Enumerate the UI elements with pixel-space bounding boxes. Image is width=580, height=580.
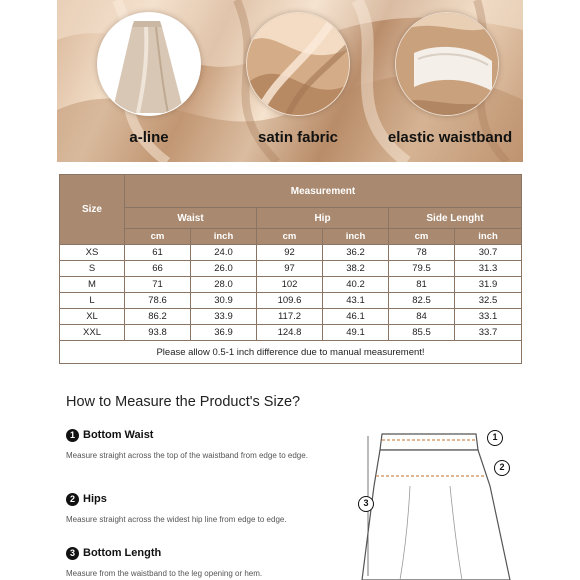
measurement-header: Measurement — [125, 175, 522, 208]
step-title: Hips — [83, 493, 107, 505]
feature-label-elastic-waistband: elastic waistband — [387, 129, 513, 146]
size-cell: M — [60, 277, 125, 293]
table-cell: 71 — [125, 277, 191, 293]
step-number-badge: 2 — [66, 493, 79, 506]
measure-step-hips — [66, 491, 336, 525]
table-cell: 92 — [257, 245, 323, 261]
table-cell: 117.2 — [257, 309, 323, 325]
step-title: Bottom Waist — [83, 429, 154, 441]
table-cell: 38.2 — [323, 261, 389, 277]
size-cell: L — [60, 293, 125, 309]
step-description: Measure straight across the widest hip line from edge to edge. — [66, 515, 287, 524]
table-cell: 84 — [389, 309, 455, 325]
table-cell: 82.5 — [389, 293, 455, 309]
table-cell: 102 — [257, 277, 323, 293]
side-length-header: Side Lenght — [389, 208, 522, 229]
how-to-measure-title: How to Measure the Product's Size? — [66, 394, 301, 410]
satin-fabric-photo — [246, 12, 350, 116]
step-description: Measure from the waistband to the leg opening or hem. — [66, 569, 263, 578]
table-row — [60, 277, 522, 293]
table-cell: 28.0 — [191, 277, 257, 293]
step-description: Measure straight across the top of the waistband from edge to edge. — [66, 451, 308, 460]
unit-header: inch — [323, 229, 389, 245]
diagram-marker: 3 — [358, 496, 374, 512]
step-number-badge: 1 — [66, 429, 79, 442]
table-cell: 124.8 — [257, 325, 323, 341]
table-cell: 40.2 — [323, 277, 389, 293]
unit-header: cm — [389, 229, 455, 245]
table-cell: 78.6 — [125, 293, 191, 309]
hip-header: Hip — [257, 208, 389, 229]
table-cell: 43.1 — [323, 293, 389, 309]
table-cell: 81 — [389, 277, 455, 293]
step-title: Bottom Length — [83, 547, 162, 559]
size-cell: XXL — [60, 325, 125, 341]
table-row — [60, 293, 522, 309]
size-cell: S — [60, 261, 125, 277]
diagram-marker: 1 — [487, 430, 503, 446]
unit-header: cm — [125, 229, 191, 245]
size-cell: XL — [60, 309, 125, 325]
table-cell: 79.5 — [389, 261, 455, 277]
table-cell: 24.0 — [191, 245, 257, 261]
table-cell: 86.2 — [125, 309, 191, 325]
table-row — [60, 245, 522, 261]
table-cell: 30.9 — [191, 293, 257, 309]
skirt-measurement-diagram — [350, 426, 520, 580]
size-cell: XS — [60, 245, 125, 261]
unit-header: inch — [191, 229, 257, 245]
feature-label-satin-fabric: satin fabric — [257, 129, 339, 146]
table-cell: 26.0 — [191, 261, 257, 277]
table-row — [60, 261, 522, 277]
table-cell: 31.3 — [455, 261, 522, 277]
unit-header: cm — [257, 229, 323, 245]
table-row — [60, 309, 522, 325]
table-cell: 61 — [125, 245, 191, 261]
diagram-marker: 2 — [494, 460, 510, 476]
measure-step-bottom-waist — [66, 427, 336, 461]
table-cell: 36.9 — [191, 325, 257, 341]
measurement-note: Please allow 0.5-1 inch difference due to manual measurement! — [60, 341, 522, 364]
size-chart-table — [59, 174, 522, 364]
table-cell: 46.1 — [323, 309, 389, 325]
table-cell: 30.7 — [455, 245, 522, 261]
table-cell: 66 — [125, 261, 191, 277]
table-cell: 33.9 — [191, 309, 257, 325]
elastic-waistband-photo — [395, 12, 499, 116]
table-cell: 109.6 — [257, 293, 323, 309]
table-row — [60, 325, 522, 341]
table-cell: 33.7 — [455, 325, 522, 341]
size-header: Size — [60, 175, 125, 245]
feature-banner — [57, 0, 523, 162]
table-cell: 32.5 — [455, 293, 522, 309]
table-cell: 93.8 — [125, 325, 191, 341]
table-cell: 36.2 — [323, 245, 389, 261]
skirt-outline-icon — [350, 426, 520, 580]
feature-label-a-line: a-line — [129, 129, 169, 146]
table-cell: 49.1 — [323, 325, 389, 341]
waist-header: Waist — [125, 208, 257, 229]
unit-header: inch — [455, 229, 522, 245]
step-number-badge: 3 — [66, 547, 79, 560]
a-line-skirt-photo — [97, 12, 201, 116]
table-cell: 33.1 — [455, 309, 522, 325]
table-cell: 31.9 — [455, 277, 522, 293]
table-cell: 78 — [389, 245, 455, 261]
table-cell: 97 — [257, 261, 323, 277]
measure-step-bottom-length — [66, 545, 336, 579]
table-cell: 85.5 — [389, 325, 455, 341]
